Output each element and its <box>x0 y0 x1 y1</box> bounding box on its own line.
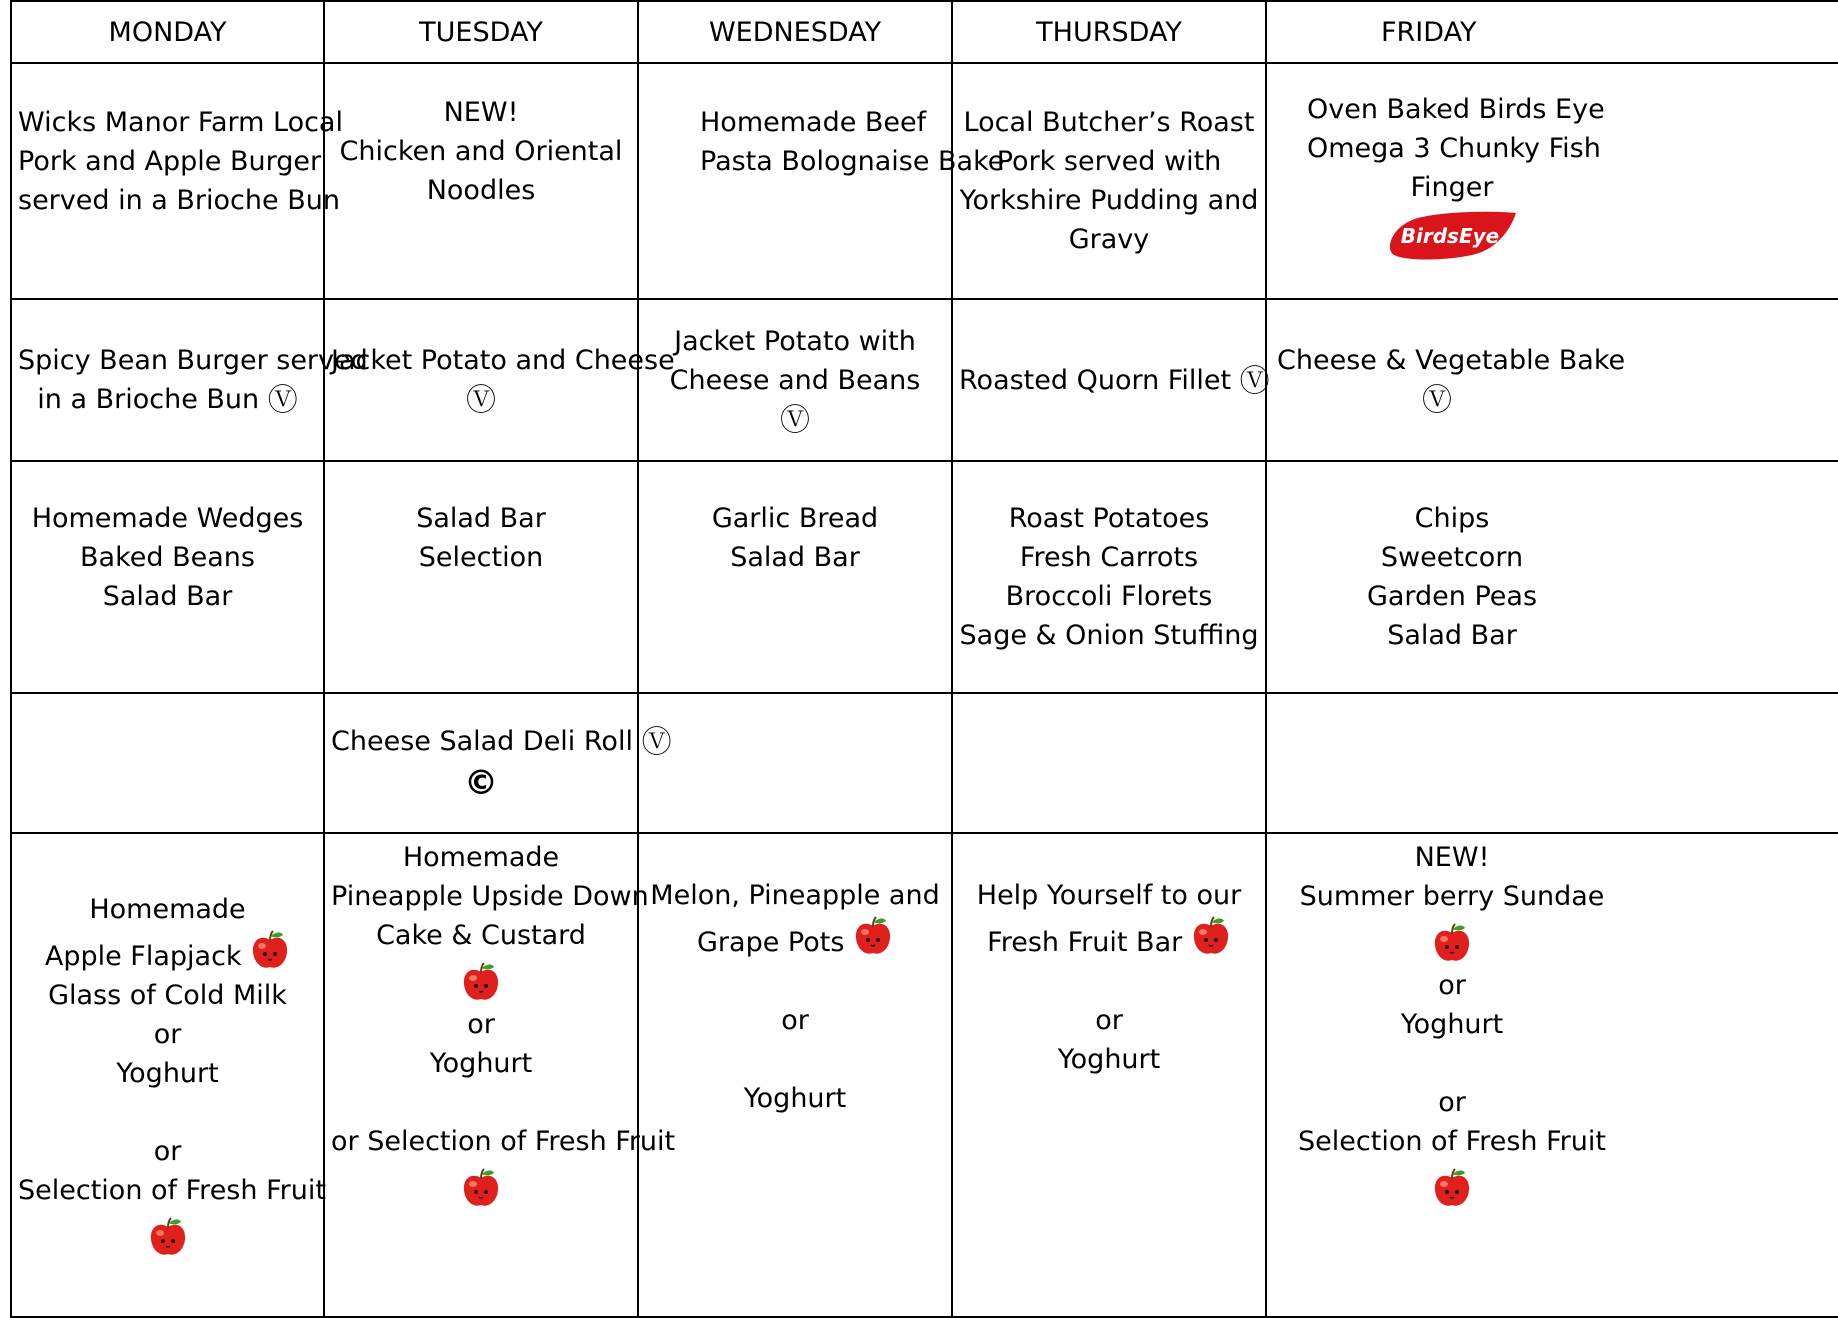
vegetarian-v-icon: Ⓥ <box>267 383 298 418</box>
menu-line: Selection <box>418 542 544 573</box>
menu-line: Homemade <box>402 842 560 873</box>
deli-wednesday <box>638 693 952 833</box>
school-menu-table <box>10 0 1838 1318</box>
sides-tuesday <box>324 461 638 693</box>
menu-line: Selection of Fresh Fruit <box>18 1175 326 1206</box>
menu-line: Selection of Fresh Fruit <box>1298 1126 1606 1157</box>
menu-line: or <box>153 1136 182 1167</box>
menu-line: Glass of Cold Milk <box>48 980 287 1011</box>
menu-line: Salad Bar <box>416 503 546 534</box>
menu-line: Apple Flapjack <box>44 941 242 972</box>
menu-line: Salad Bar <box>1387 620 1517 651</box>
dessert-tuesday <box>324 833 676 1317</box>
menu-line: Sweetcorn <box>1380 542 1524 573</box>
dessert-friday <box>1266 833 1838 1317</box>
veg-option-monday <box>11 299 368 461</box>
menu-line: or <box>153 1019 182 1050</box>
day-header-wednesday: WEDNESDAY <box>638 1 952 63</box>
menu-line: Pork and Apple Burger <box>18 146 322 177</box>
menu-line: Roasted Quorn Fillet <box>959 364 1232 396</box>
menu-line: Homemade Wedges <box>31 503 304 534</box>
menu-line: or <box>781 1005 809 1036</box>
apple-icon <box>1191 915 1231 957</box>
vegetarian-row <box>11 299 1838 461</box>
menu-line: Yoghurt <box>1400 1009 1504 1040</box>
deli-friday <box>1266 693 1838 833</box>
menu-line: or <box>1438 970 1466 1001</box>
menu-line: Help Yourself to our <box>976 880 1242 911</box>
menu-line: Gravy <box>1068 224 1150 255</box>
menu-line: Yorkshire Pudding and <box>959 185 1259 216</box>
menu-line: Summer berry Sundae <box>1299 881 1605 912</box>
copyright-c-icon: © <box>464 762 498 803</box>
veg-option-friday <box>1266 299 1838 461</box>
dessert-row <box>11 833 1838 1317</box>
menu-line: Yoghurt <box>743 1083 847 1114</box>
sides-friday <box>1266 461 1838 693</box>
vegetarian-v-icon: Ⓥ <box>780 402 810 438</box>
veg-option-wednesday <box>638 299 952 461</box>
menu-line: Noodles <box>426 175 536 206</box>
menu-line: Baked Beans <box>80 542 255 573</box>
menu-line: Homemade Beef <box>700 107 927 138</box>
menu-line: Omega 3 Chunky Fish <box>1307 133 1601 164</box>
menu-line: or <box>1095 1005 1123 1036</box>
menu-line: in a Brioche Bun <box>37 384 260 415</box>
deli-row <box>11 693 1838 833</box>
new-label: NEW! <box>1414 842 1490 873</box>
menu-line: Pineapple Upside Down <box>331 881 649 912</box>
menu-line: Garden Peas <box>1366 581 1538 612</box>
svg-text:BirdsEye: BirdsEye <box>1400 224 1500 248</box>
deli-monday <box>11 693 324 833</box>
birdseye-logo <box>1307 209 1597 272</box>
menu-line: Cake & Custard <box>376 920 586 951</box>
menu-line: Cheese & Vegetable Bake <box>1277 345 1626 376</box>
deli-thursday <box>952 693 1266 833</box>
menu-line: Grape Pots <box>697 927 845 958</box>
day-header-friday: FRIDAY <box>1266 1 1838 63</box>
day-header-tuesday: TUESDAY <box>324 1 638 63</box>
menu-line: Garlic Bread <box>711 503 879 534</box>
main-meal-friday <box>1266 63 1838 299</box>
main-meal-monday <box>11 63 343 299</box>
menu-line: Oven Baked Birds Eye <box>1307 94 1605 125</box>
apple-icon <box>250 929 290 971</box>
menu-line: Yoghurt <box>1057 1044 1161 1075</box>
day-header-thursday: THURSDAY <box>952 1 1266 63</box>
menu-line: Jacket Potato with <box>674 325 916 357</box>
menu-line: Salad Bar <box>102 581 233 612</box>
menu-line: Sage & Onion Stuffing <box>959 620 1259 651</box>
menu-line: Finger <box>1410 172 1494 203</box>
menu-line: Cheese Salad Deli Roll <box>331 725 633 757</box>
main-meal-row <box>11 63 1838 299</box>
apple-icon <box>1432 920 1472 966</box>
veg-option-tuesday <box>324 299 675 461</box>
menu-line: or <box>1438 1087 1466 1118</box>
menu-line: Roast Potatoes <box>1008 503 1210 534</box>
menu-line: Jacket Potato and Cheese <box>331 345 675 376</box>
dessert-thursday <box>952 833 1266 1317</box>
apple-icon <box>1432 1165 1472 1211</box>
menu-line: Cheese and Beans <box>669 364 921 396</box>
main-meal-thursday <box>952 63 1266 299</box>
main-meal-tuesday <box>324 63 638 299</box>
menu-line: or Selection of Fresh Fruit <box>331 1126 676 1157</box>
sides-wednesday <box>638 461 952 693</box>
apple-icon <box>461 1165 501 1211</box>
menu-line: Spicy Bean Burger served <box>18 345 368 376</box>
menu-line: Homemade <box>89 894 246 925</box>
menu-line: or <box>467 1009 495 1040</box>
veg-option-thursday <box>952 299 1270 461</box>
apple-icon <box>853 915 893 957</box>
menu-line: Yoghurt <box>429 1048 533 1079</box>
menu-line: Wicks Manor Farm Local <box>18 107 343 138</box>
menu-line: Melon, Pineapple and <box>650 880 940 911</box>
vegetarian-v-icon: Ⓥ <box>641 724 672 760</box>
menu-line: served in a Brioche Bun <box>18 185 340 216</box>
days-header-row <box>11 1 1838 63</box>
apple-icon <box>148 1214 188 1260</box>
vegetarian-v-icon: Ⓥ <box>1422 383 1452 418</box>
menu-line: Pasta Bolognaise Bake <box>700 146 1005 177</box>
menu-line: Local Butcher’s Roast <box>963 107 1255 138</box>
main-meal-wednesday <box>638 63 1005 299</box>
menu-line: Pork served with <box>996 146 1222 177</box>
new-label: NEW! <box>443 97 519 128</box>
sides-row <box>11 461 1838 693</box>
menu-line: Fresh Fruit Bar <box>987 927 1183 958</box>
menu-line: Salad Bar <box>730 542 860 573</box>
sides-monday <box>11 461 324 693</box>
day-header-monday: MONDAY <box>11 1 324 63</box>
menu-line: Chicken and Oriental <box>339 136 623 167</box>
dessert-wednesday <box>638 833 952 1317</box>
sides-thursday <box>952 461 1266 693</box>
dessert-monday <box>11 833 324 1317</box>
menu-line: Yoghurt <box>116 1058 219 1089</box>
vegetarian-v-icon: Ⓥ <box>1239 363 1270 399</box>
menu-line: Chips <box>1414 503 1490 534</box>
deli-tuesday <box>324 693 672 833</box>
apple-icon <box>461 959 501 1005</box>
menu-line: Broccoli Florets <box>1005 581 1213 612</box>
vegetarian-v-icon: Ⓥ <box>466 383 496 418</box>
menu-line: Fresh Carrots <box>1019 542 1199 573</box>
